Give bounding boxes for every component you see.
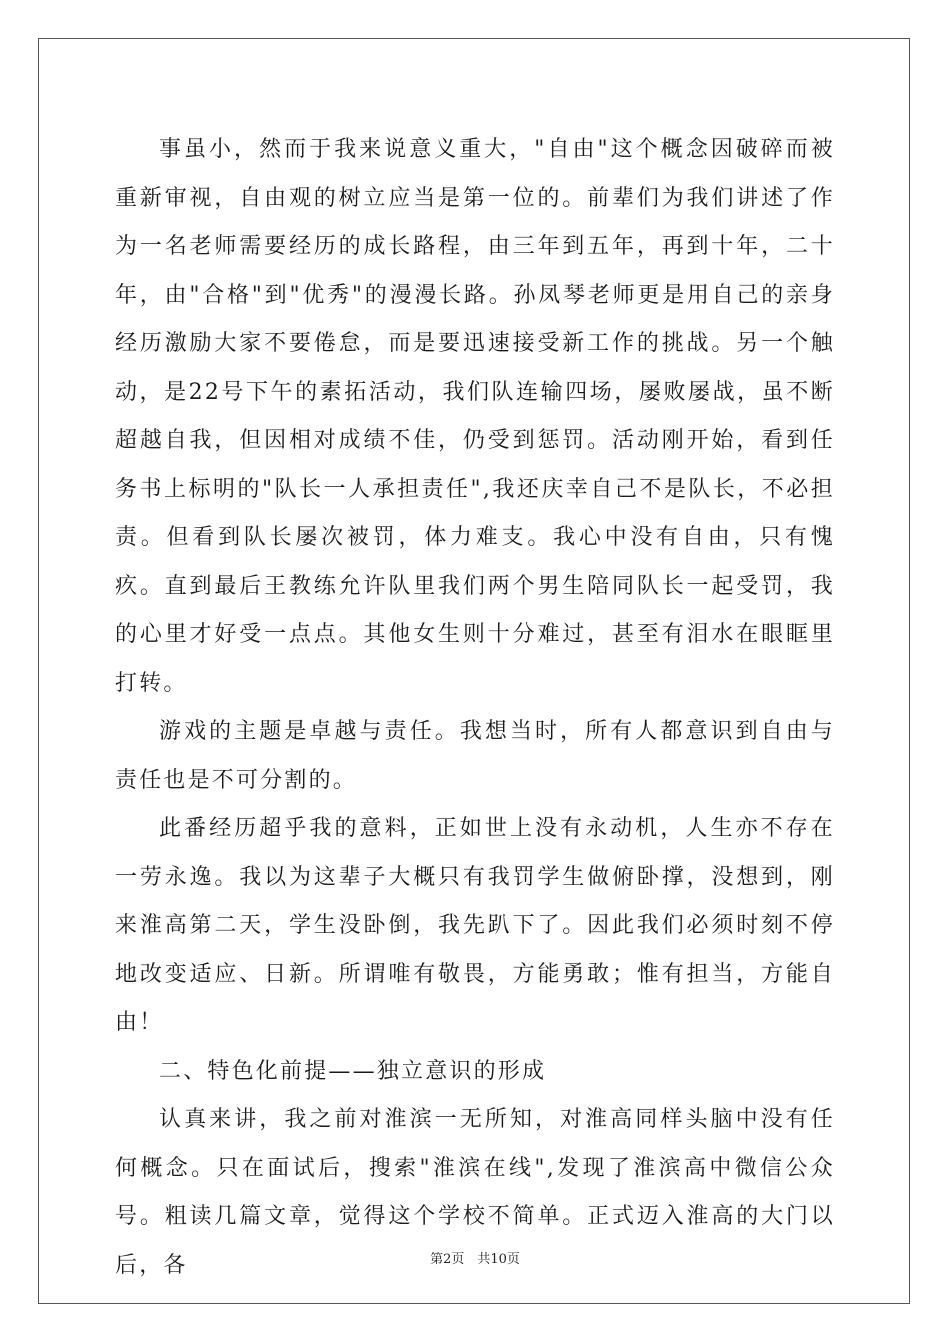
- document-body: [115, 126, 835, 1290]
- section-heading: 二、特色化前提——独立意识的形成: [159, 1058, 547, 1084]
- paragraph: 认真来讲，我之前对淮滨一无所知，对淮高同样头脑中没有任何概念。只在面试后，搜索"淮滨在线",发现了淮滨高中微信公众号。粗读几篇文章，觉得这个学校不简单。正式迈入淮高的大门以后，各: [115, 1107, 835, 1278]
- paragraph: 事虽小，然而于我来说意义重大，"自由"这个概念因破碎而被重新审视，自由观的树立应当是第一位的。前辈们为我们讲述了作为一名老师需要经历的成长路程，由三年到五年，再到十年，二十年，由"合格"到"优秀"的漫漫长路。孙凤琴老师更是用自己的亲身经历激励大家不要倦怠，而是要迅速接受新工作的挑战。另一个触动，是22号下午的素拓活动，我们队连输四场，屡败屡战，虽不断超越自我，但因相对成绩不佳，仍受到惩罚。活动刚开始，看到任务书上标明的"队长一人承担责任",我还庆幸自己不是队长，不必担责。但看到队长屡次被罚，体力难支。我心中没有自由，只有愧疚。直到最后王教练允许队里我们两个男生陪同队长一起受罚，我的心里才好受一点点。其他女生则十分难过，甚至有泪水在眼眶里打转。: [115, 137, 835, 696]
- paragraph: 游戏的主题是卓越与责任。我想当时，所有人都意识到自由与责任也是不可分割的。: [115, 719, 835, 793]
- page-footer: 第2页 共10页: [430, 1252, 520, 1267]
- paragraph: 此番经历超乎我的意料，正如世上没有永动机，人生亦不存在一劳永逸。我以为这辈子大概只有我罚学生做俯卧撑，没想到，刚来淮高第二天，学生没卧倒，我先趴下了。因此我们必须时刻不停地改变适应、日新。所谓唯有敬畏，方能勇敢；惟有担当，方能自由！: [115, 816, 835, 1035]
